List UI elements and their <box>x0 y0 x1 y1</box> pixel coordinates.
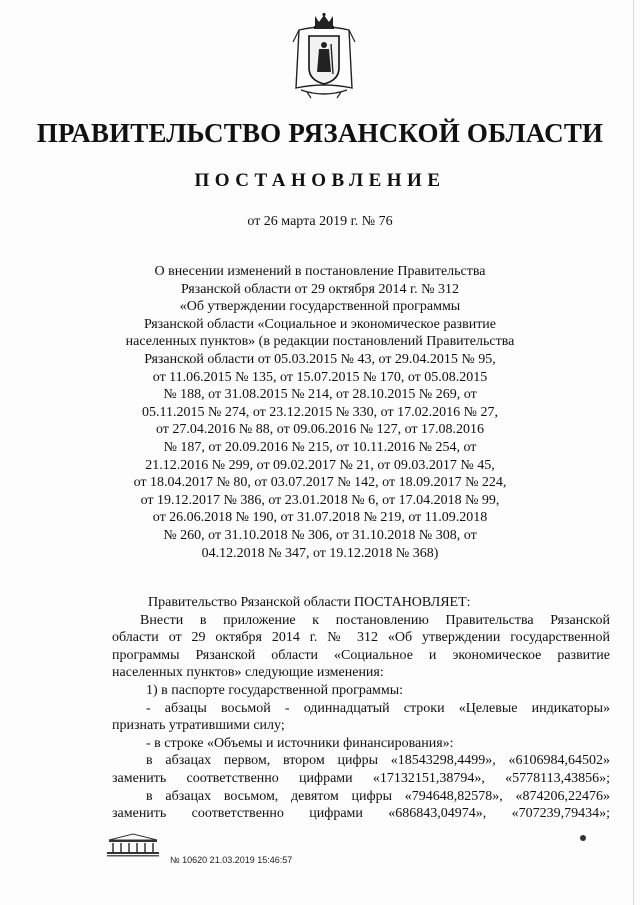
paragraph-line: населенных пунктов» следующие изменения: <box>112 665 384 681</box>
paragraph-line: - абзацы восьмой - одиннадцатый строки «Целевые индикаторы» <box>146 700 610 716</box>
document-type: ПОСТАНОВЛЕНИЕ <box>194 170 446 191</box>
subject-line: № 188, от 31.08.2015 № 214, от 28.10.2015 № 269, от <box>163 387 477 403</box>
subject-line: О внесении изменений в постановление Правительства <box>154 264 486 279</box>
subject-line: 21.12.2016 № 299, от 09.02.2017 № 21, от 09.03.2017 № 45, <box>145 457 495 473</box>
subject-line: от 18.04.2017 № 80, от 03.07.2017 № 142, от 18.09.2017 № 224, <box>133 475 507 491</box>
subject-line: от 26.06.2018 № 190, от 31.07.2018 № 219, от 11.09.2018 <box>152 510 488 526</box>
subject-line: 05.11.2015 № 274, от 23.12.2015 № 330, от 17.02.2016 № 27, <box>142 404 498 420</box>
list-item: 1) в паспорте государственной программы: <box>146 682 404 698</box>
list-item: - в строке «Объемы и источники финансирования»: <box>146 735 454 751</box>
registration-stamp: № 10620 21.03.2019 15:46:57 <box>170 855 293 865</box>
paragraph-line: заменить соответственно цифрами «686843,04974», «707239,79434»; <box>112 806 610 822</box>
subject-line: № 260, от 31.10.2018 № 306, от 31.10.2018 № 308, от <box>163 527 477 543</box>
subject-line: № 187, от 20.09.2016 № 215, от 10.11.2016 № 254, от <box>163 439 477 455</box>
subject-line: Рязанской области от 05.03.2015 № 43, от 29.04.2015 № 95, <box>144 351 496 367</box>
resolves-line: Правительство Рязанской области ПОСТАНОВЛЯЕТ: <box>148 595 471 610</box>
paragraph-line: в абзацах восьмом, девятом цифры «794648,82578», «874206,22476» <box>146 788 610 804</box>
paragraph-line: Внести в приложение к постановлению Правительства Рязанской <box>140 612 610 628</box>
coat-of-arms-emblem <box>289 12 359 100</box>
subject-line: от 27.04.2016 № 88, от 09.06.2016 № 127, от 17.08.2016 <box>155 422 484 438</box>
paragraph-line: в абзацах первом, втором цифры «18543298,4499», «6106984,64502» <box>146 753 610 769</box>
paragraph-line: признать утратившими силу; <box>112 718 285 734</box>
scan-dot-marker <box>580 835 586 841</box>
paragraph-line: заменить соответственно цифрами «17132151,38794», «5778113,43856»; <box>112 770 610 786</box>
subject-line: от 11.06.2015 № 135, от 15.07.2015 № 170, от 05.08.2015 <box>152 369 488 385</box>
building-stamp-icon <box>103 832 163 858</box>
subject-line: Рязанской области «Социальное и экономическое развитие <box>143 316 497 332</box>
subject-line: «Об утверждении государственной программы <box>179 299 461 315</box>
paragraph-line: области от 29 октября 2014 г. № 312 «Об утверждении государственной <box>112 630 610 646</box>
document-body <box>112 594 610 823</box>
subject-line: населенных пунктов» (в редакции постановлений Правительства <box>125 334 515 350</box>
subject-line: от 19.12.2017 № 386, от 23.01.2018 № 6, от 17.04.2018 № 99, <box>140 492 500 508</box>
subject-line: Рязанской области от 29 октября 2014 г. № 312 <box>180 281 460 297</box>
government-title: ПРАВИТЕЛЬСТВО РЯЗАНСКОЙ ОБЛАСТИ <box>36 118 604 148</box>
paragraph-line: программы Рязанской области «Социальное и экономическое развитие <box>112 647 610 663</box>
subject-line: 04.12.2018 № 347, от 19.12.2018 № 368) <box>201 545 439 561</box>
document-subject <box>100 263 540 562</box>
document-date-number: от 26 марта 2019 г. № 76 <box>247 214 393 229</box>
scan-edge-line <box>633 0 634 905</box>
